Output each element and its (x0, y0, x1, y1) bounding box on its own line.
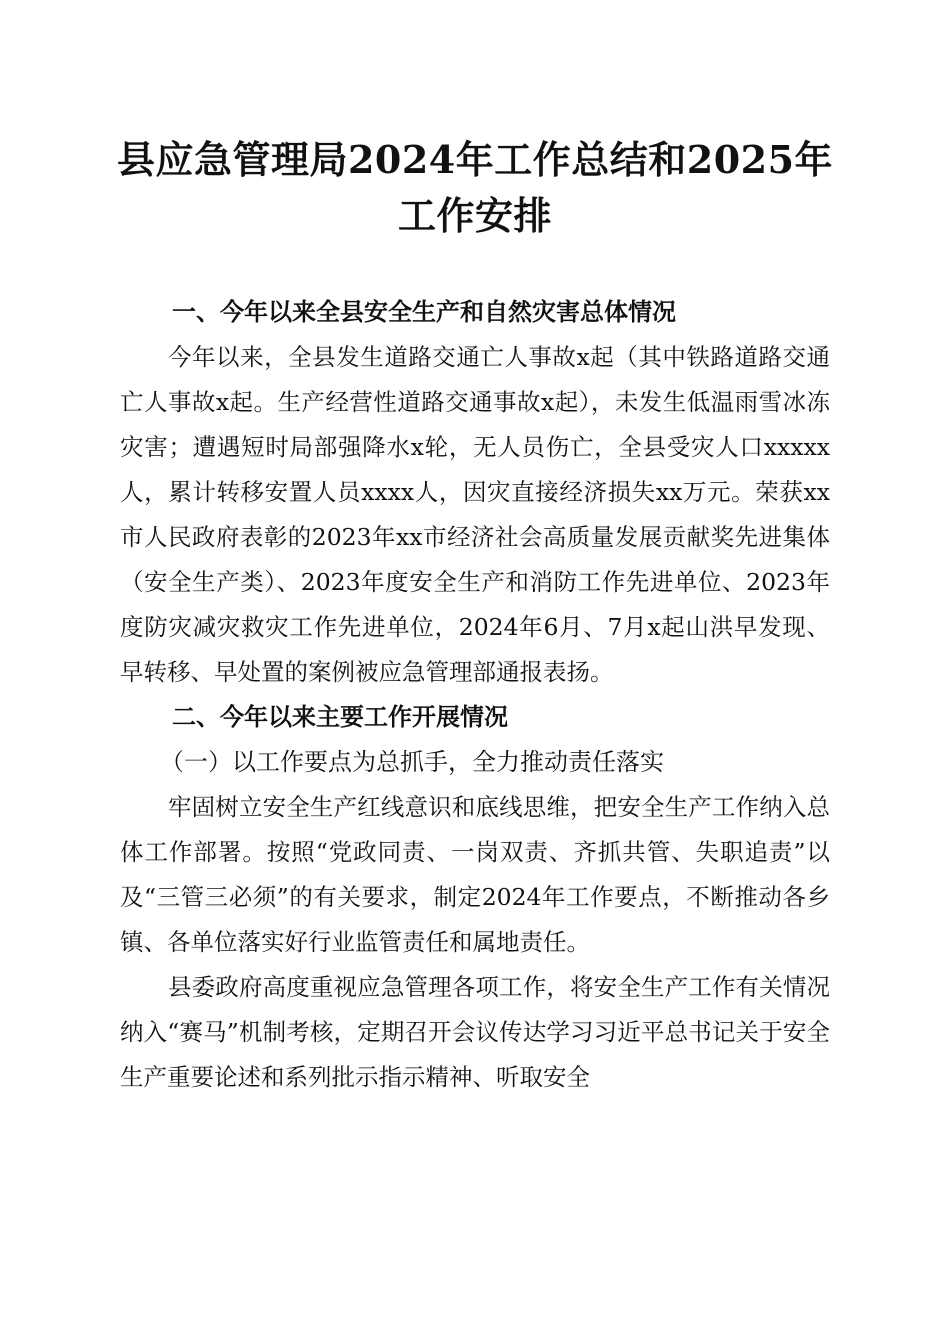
section-2-subheading: （一）以工作要点为总抓手，全力推动责任落实 (160, 748, 664, 776)
document-body (120, 290, 830, 1100)
document-title: 县应急管理局2024年工作总结和2025年工作安排 (116, 137, 834, 238)
section-2-paragraph-1: 牢固树立安全生产红线意识和底线思维，把安全生产工作纳入总体工作部署。按照“党政同责、一岗双责、齐抓共管、失职追责”以及“三管三必须”的有关要求，制定2024年工作要点，不断推动各乡镇、各单位落实好行业监管责任和属地责任。 (120, 793, 830, 956)
section-1-paragraph-1: 今年以来，全县发生道路交通亡人事故x起（其中铁路道路交通亡人事故x起。生产经营性道路交通事故x起），未发生低温雨雪冰冻灾害；遭遇短时局部强降水x轮，无人员伤亡，全县受灾人口xxxxx人，累计转移安置人员xxxx人，因灾直接经济损失xx万元。荣获xx市人民政府表彰的2023年xx市经济社会高质量发展贡献奖先进集体（安全生产类）、2023年度安全生产和消防工作先进单位、2023年度防灾减灾救灾工作先进单位，2024年6月、7月x起山洪早发现、早转移、早处置的案例被应急管理部通报表扬。 (120, 343, 830, 686)
section-2-heading: 二、今年以来主要工作开展情况 (172, 703, 508, 731)
section-2-paragraph-2: 县委政府高度重视应急管理各项工作，将安全生产工作有关情况纳入“赛马”机制考核，定期召开会议传达学习习近平总书记关于安全生产重要论述和系列批示指示精神、听取安全 (120, 973, 830, 1091)
section-1-heading: 一、今年以来全县安全生产和自然灾害总体情况 (172, 298, 676, 326)
